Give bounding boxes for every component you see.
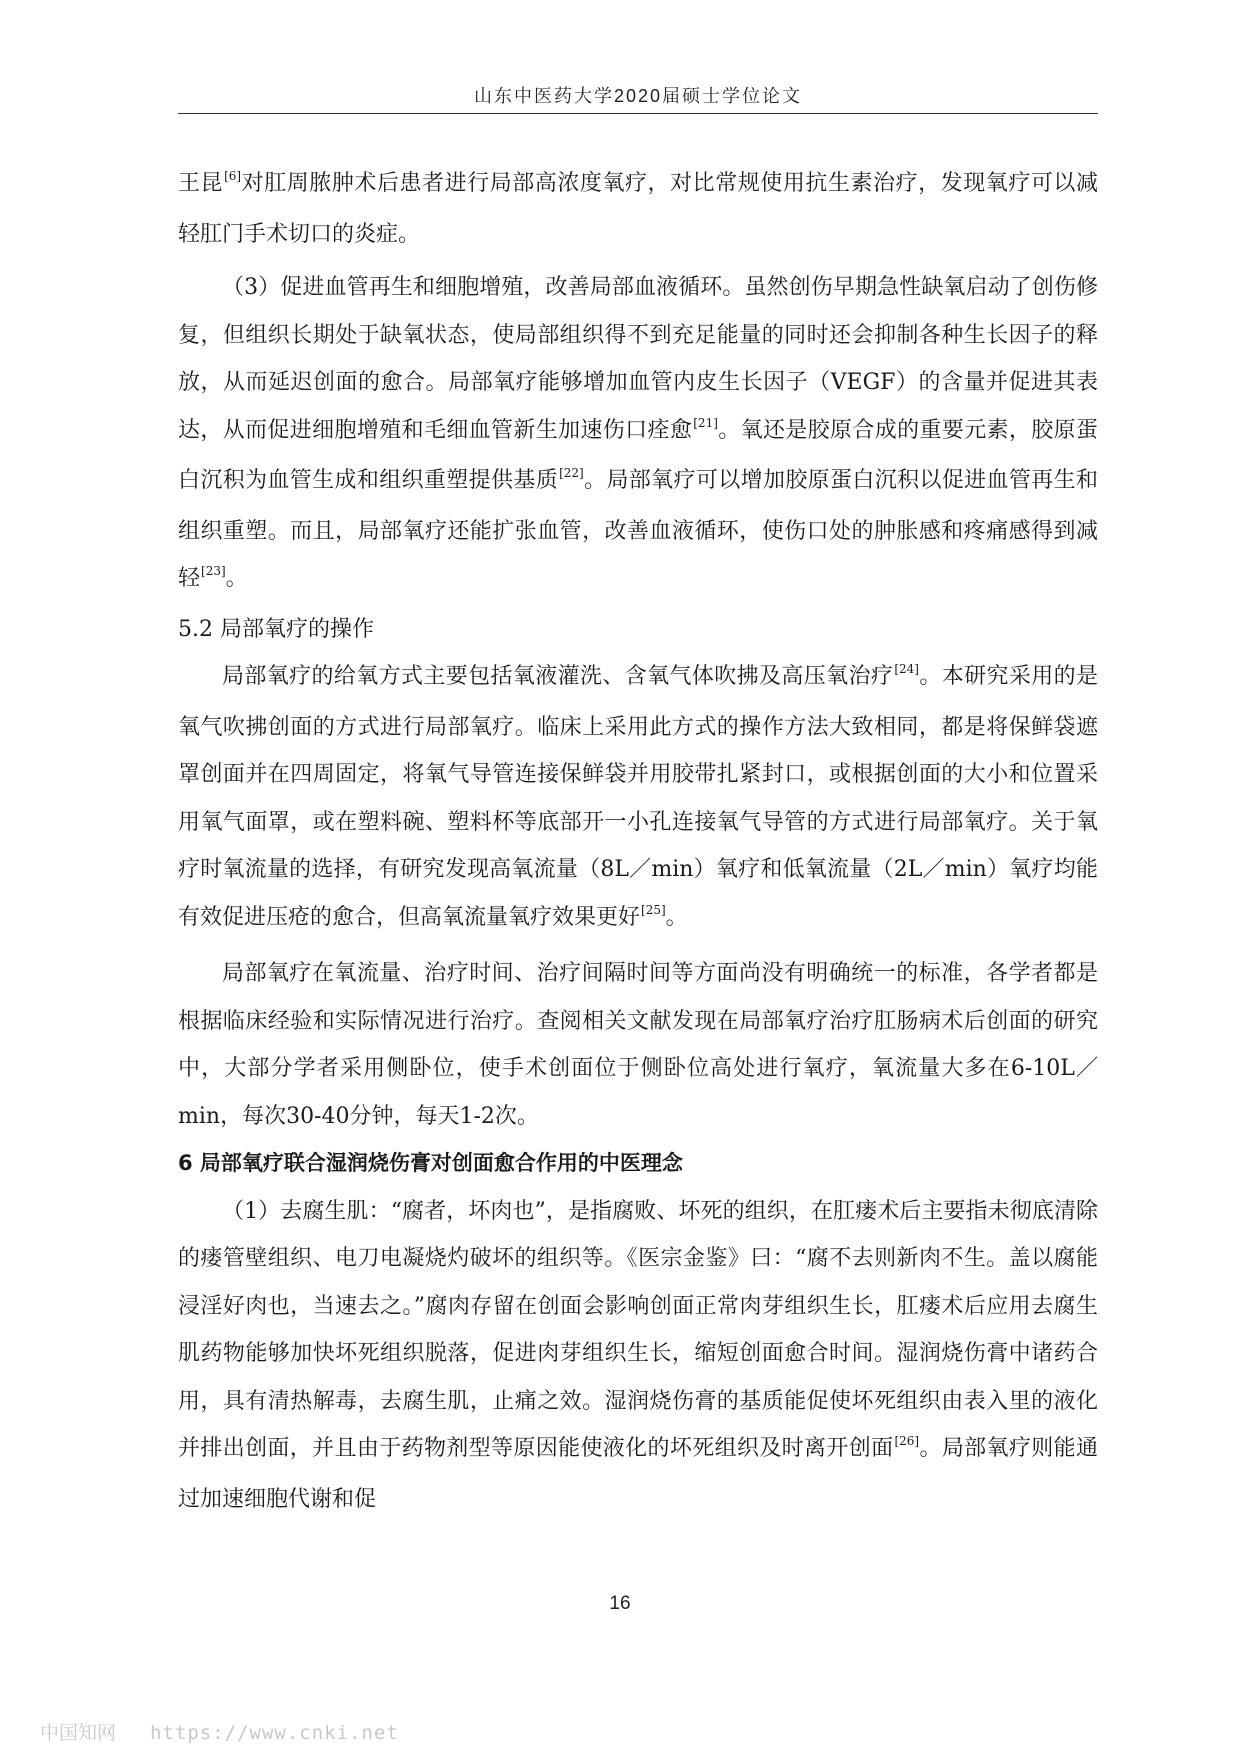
text-run: 。局部氧疗则能通过加速细胞代谢和促 [178,1436,1098,1512]
watermark-url: https://www.cnki.net [150,1722,399,1744]
citation-ref: [6] [224,169,242,183]
text-run: （3）促进血管再生和细胞增殖，改善局部血液循环。虽然创伤早期急性缺氧启动了创伤修复，但组织长期处于缺氧状态，使局部组织得不到充足能量的同时还会抑制各种生长因子的释放，从而延迟创面的愈合。局部氧疗能够增加血管内皮生长因子（VEGF）的含量并促进其表达，从而促进细胞增殖和毛细血管新生加速伤口痊愈 [178,275,1098,443]
text-run: 。 [665,904,688,930]
citation-ref: [21] [693,415,718,430]
text-run: （1）去腐生肌：“腐者，坏肉也”，是指腐败、坏死的组织，在肛瘘术后主要指未彻底清除的瘘管壁组织、电刀电凝烧灼破坏的组织等。《医宗金鉴》曰：“腐不去则新肉不生。盖以腐能浸淫好肉也，当速去之。”腐肉存留在创面会影响创面正常肉芽组织生长，肛瘘术后应用去腐生肌药物能够加快坏死组织脱落，促进肉芽组织生长，缩短创面愈合时间。湿润烧伤膏中诸药合用，具有清热解毒，去腐生肌，止痛之效。湿润烧伤膏的基质能促使坏死组织由表入里的液化并排出创面，并且由于药物剂型等原因能使液化的坏死组织及时离开创面 [178,1198,1098,1461]
body-text [178,160,1098,1523]
text-run: 王昆 [178,171,224,196]
citation-ref: [24] [894,662,919,676]
paragraph-2 [178,264,1098,606]
text-run: 局部氧疗的给氧方式主要包括氧液灌洗、含氧气体吹拂及高压氧治疗 [222,664,894,689]
cnki-watermark [40,1718,399,1745]
page-number: 16 [609,1593,631,1614]
text-run: 。 [225,566,248,591]
text-run: 。氧还是胶原合成的重要元素，胶原蛋白沉积为血管生成和组织重塑提供基质 [178,417,1098,493]
text-run: 对肛周脓肿术后患者进行局部高浓度氧疗，对比常规使用抗生素治疗，发现氧疗可以减轻肛门手术切口的炎症。 [178,171,1098,247]
section-heading-5-2: 5.2 局部氧疗的操作 [178,616,374,642]
paragraph-5 [178,1188,1098,1524]
paragraph-4: 局部氧疗在氧流量、治疗时间、治疗间隔时间等方面尚没有明确统一的标准，各学者都是根据临床经验和实际情况进行治疗。查阅相关文献发现在局部氧疗治疗肛肠病术后创面的研究中，大部分学者采用侧卧位，使手术创面位于侧卧位高处进行氧疗，氧流量大多在6-10L／min，每次30-40分钟，每天1-2次。 [178,961,1098,1129]
running-header: 山东中医药大学2020届硕士学位论文 [473,86,803,106]
citation-ref: [22] [559,466,584,480]
citation-ref: [25] [641,902,666,917]
paragraph-3 [178,653,1098,944]
citation-ref: [26] [894,1434,920,1448]
watermark-logo: 中国知网 [40,1722,117,1744]
section-heading-6: 6 局部氧疗联合湿润烧伤膏对创面愈合作用的中医理念 [178,1151,683,1175]
paragraph-1 [178,160,1098,258]
citation-ref: [23] [201,564,226,578]
text-run: 。本研究采用的是氧气吹拂创面的方式进行局部氧疗。临床上采用此方式的操作方法大致相同，都是将保鲜袋遮罩创面并在四周固定，将氧气导管连接保鲜袋并用胶带扎紧封口，或根据创面的大小和位置采用氧气面罩，或在塑料碗、塑料杯等底部开一小孔连接氧气导管的方式进行局部氧疗。关于氧疗时氧流量的选择，有研究发现高氧流量（8L／min）氧疗和低氧流量（2L／min）氧疗均能有效促进压疮的愈合，但高氧流量氧疗效果更好 [178,664,1098,930]
text-run: 。局部氧疗可以增加胶原蛋白沉积以促进血管再生和组织重塑。而且，局部氧疗还能扩张血管，改善血液循环，使伤口处的肿胀感和疼痛感得到减轻 [178,468,1098,591]
header-rule [178,113,1098,114]
